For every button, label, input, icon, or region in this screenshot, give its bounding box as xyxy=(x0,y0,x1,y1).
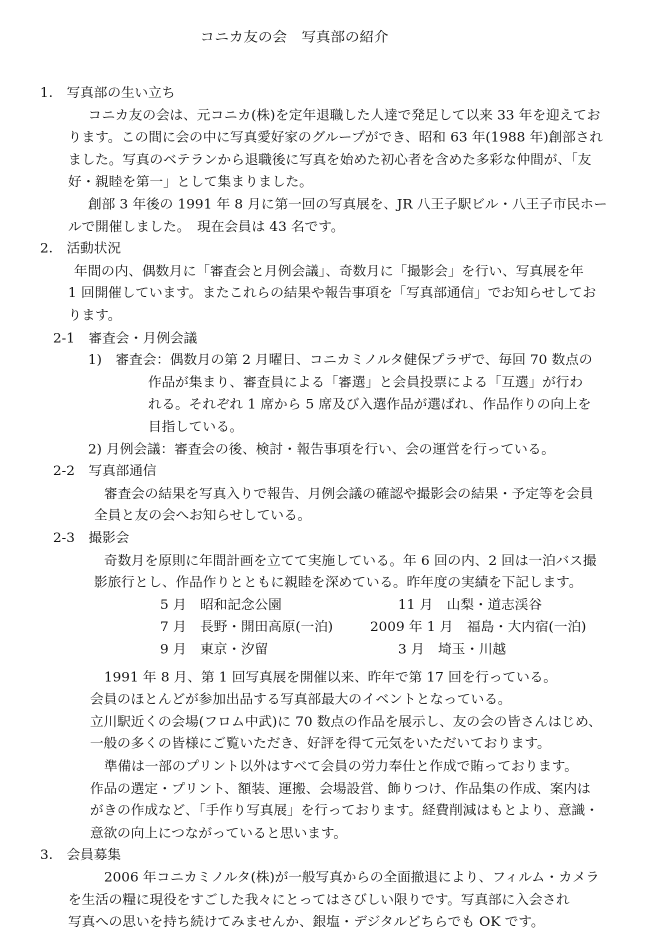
text-line: 目指している。 xyxy=(148,419,244,435)
schedule-entry: 3 月 埼玉・川越 xyxy=(398,642,507,658)
text-line: 年間の内、偶数月に「審査会と月例会議」、奇数月に「撮影会」を行い、写真展を年 xyxy=(74,263,584,279)
schedule-entry: 2009 年 1 月 福島・大内宿(一泊) xyxy=(370,619,587,635)
text-line: ルで開催しました。 現在会員は 43 名です。 xyxy=(68,219,345,235)
text-line: 影旅行とし、作品作りとともに親睦を深めている。昨年度の実績を下記します。 xyxy=(94,575,583,591)
text-line: れる。それぞれ 1 席から 5 席及び入選作品が選ばれ、作品作りの向上を xyxy=(148,397,592,413)
section-3-heading: 3. 会員募集 xyxy=(40,848,121,864)
schedule-entry: 7 月 長野・開田高原(一泊) xyxy=(160,619,334,635)
text-line: ります。 xyxy=(68,308,122,324)
page-title: コニカ友の会 写真部の紹介 xyxy=(200,30,389,46)
text-line: 2006 年コニカミノルタ(株)が一般写真からの全面撤退により、フィルム・カメラ xyxy=(104,870,600,886)
subsection-2-2-heading: 2-2 写真部通信 xyxy=(53,464,157,480)
schedule-entry: 9 月 東京・汐留 xyxy=(160,642,269,658)
text-line: ました。写真のベテランから退職後に写真を始めた初心者を含めた多彩な仲間が、「友 xyxy=(68,152,592,168)
text-line: ります。この間に会の中に写真愛好家のグループができ、昭和 63 年(1988 年)創部され xyxy=(68,130,603,146)
text-line: がきの作成など、「手作り写真展」を行っております。経費削減はもとより、意識・ xyxy=(90,803,599,819)
text-line: 作品が集まり、審査員による「審選」と会員投票による「互選」が行わ xyxy=(148,375,583,391)
text-line: 準備は一部のプリント以外はすべて会員の労力奉仕と作成で賄っております。 xyxy=(104,759,578,775)
text-line: 会員のほとんどが参加出品する写真部最大のイベントとなっている。 xyxy=(90,692,512,708)
schedule-entry: 5 月 昭和記念公園 xyxy=(160,597,282,613)
text-line: 創部 3 年後の 1991 年 8 月に第一回の写真展を、JR 八王子駅ビル・八王子市民ホー xyxy=(88,197,608,213)
text-line: 意欲の向上につながっていると思います。 xyxy=(90,825,347,841)
subsection-2-1-heading: 2-1 審査会・月例会議 xyxy=(53,330,198,346)
text-line: 1 回開催しています。またこれらの結果や報告事項を「写真部通信」でお知らせしてお xyxy=(68,286,597,302)
subsection-2-3-heading: 2-3 撮影会 xyxy=(53,530,130,546)
text-line: 全員と友の会へお知らせしている。 xyxy=(94,508,312,524)
text-line: 一般の多くの皆様にご覧いただき、好評を得て元気をいただいております。 xyxy=(90,736,551,752)
text-line: 審査会の結果を写真入りで報告、月例会議の確認や撮影会の結果・予定等を会員 xyxy=(104,486,594,502)
text-line: 立川駅近くの会場(フロム中武)に 70 数点の作品を展示し、友の会の皆さんはじめ、 xyxy=(90,714,602,730)
text-line: 1991 年 8 月、第 1 回写真展を開催以来、昨年で第 17 回を行っている。 xyxy=(104,670,557,686)
section-2-heading: 2. 活動状況 xyxy=(40,241,121,257)
section-1-heading: 1. 写真部の生い立ち xyxy=(40,85,176,101)
text-line: 奇数月を原則に年間計画を立てて実施している。年 6 回の内、2 回は一泊バス撮 xyxy=(104,553,597,569)
text-line: 1) 審査会：偶数月の第 2 月曜日、コニカミノルタ健保プラザで、毎回 70 数点の xyxy=(88,352,593,368)
schedule-entry: 11 月 山梨・道志渓谷 xyxy=(398,597,542,613)
text-line: 2) 月例会議：審査会の後、検討・報告事項を行い、会の運営を行っている。 xyxy=(88,441,555,457)
text-line: コニカ友の会は、元コニカ(株)を定年退職した人達で発足して以来 33 年を迎えてお xyxy=(88,108,601,124)
text-line: 写真への思いを持ち続けてみませんか、銀塩・デジタルどちらでも OK です。 xyxy=(68,914,545,930)
text-line: 作品の選定・プリント、額装、運搬、会場設営、飾りつけ、作品集の作成、案内は xyxy=(90,781,591,797)
text-line: 好・親睦を第一」として集まりました。 xyxy=(68,174,313,190)
text-line: を生活の糧に現役をすごした我々にとってはさびしい限りです。写真部に入会され xyxy=(68,892,570,908)
